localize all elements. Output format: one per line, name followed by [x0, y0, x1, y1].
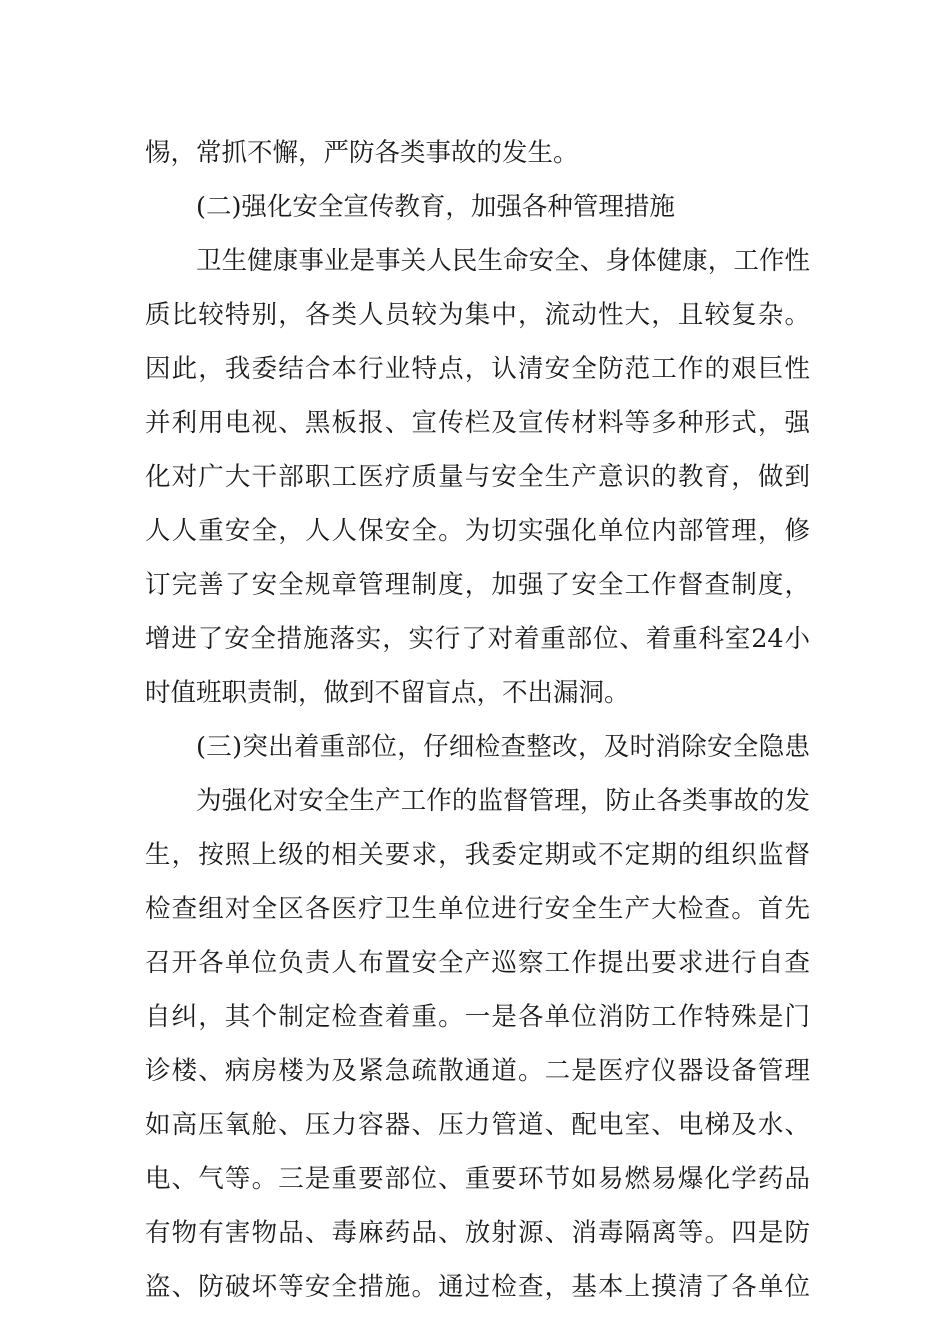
paragraph-line: 并利用电视、黑板报、宣传栏及宣传材料等多种形式，强 — [145, 408, 810, 438]
paragraph-line: 惕，常抓不懈，严防各类事故的发生。 — [145, 138, 579, 168]
paragraph-line: 召开各单位负责人布置安全产巡察工作提出要求进行自查 — [145, 948, 810, 978]
paragraph-line: 时值班职责制，做到不留盲点，不出漏洞。 — [145, 678, 630, 708]
paragraph-line: 电、气等。三是重要部位、重要环节如易燃易爆化学药品 — [145, 1164, 810, 1194]
body-text — [145, 126, 810, 1314]
paragraph-line: 诊楼、病房楼为及紧急疏散通道。二是医疗仪器设备管理 — [145, 1056, 810, 1086]
section-heading-2: (二)强化安全宣传教育，加强各种管理措施 — [196, 192, 675, 222]
paragraph-line: 生，按照上级的相关要求，我委定期或不定期的组织监督 — [145, 840, 810, 870]
paragraph-line: 检查组对全区各医疗卫生单位进行安全生产大检查。首先 — [145, 894, 810, 924]
paragraph-line: 增进了安全措施落实，实行了对着重部位、着重科室24小 — [145, 624, 810, 654]
section-heading-3: (三)突出着重部位，仔细检查整改，及时消除安全隐患 — [196, 732, 810, 762]
paragraph-line: 化对广大干部职工医疗质量与安全生产意识的教育，做到 — [145, 462, 810, 492]
paragraph-line: 有物有害物品、毒麻药品、放射源、消毒隔离等。四是防 — [145, 1218, 810, 1248]
paragraph-line: 卫生健康事业是事关人民生命安全、身体健康，工作性 — [196, 246, 810, 276]
paragraph-line: 盗、防破坏等安全措施。通过检查，基本上摸清了各单位 — [145, 1272, 810, 1302]
paragraph-line: 订完善了安全规章管理制度，加强了安全工作督查制度， — [145, 570, 810, 600]
paragraph-line: 人人重安全，人人保安全。为切实强化单位内部管理，修 — [145, 516, 810, 546]
paragraph-line: 如高压氧舱、压力容器、压力管道、配电室、电梯及水、 — [145, 1110, 810, 1140]
paragraph-line: 自纠，其个制定检查着重。一是各单位消防工作特殊是门 — [145, 1002, 810, 1032]
paragraph-line: 因此，我委结合本行业特点，认清安全防范工作的艰巨性 — [145, 354, 810, 384]
paragraph-line: 质比较特别，各类人员较为集中，流动性大，且较复杂。 — [145, 300, 810, 330]
paragraph-line: 为强化对安全生产工作的监督管理，防止各类事故的发 — [196, 786, 810, 816]
